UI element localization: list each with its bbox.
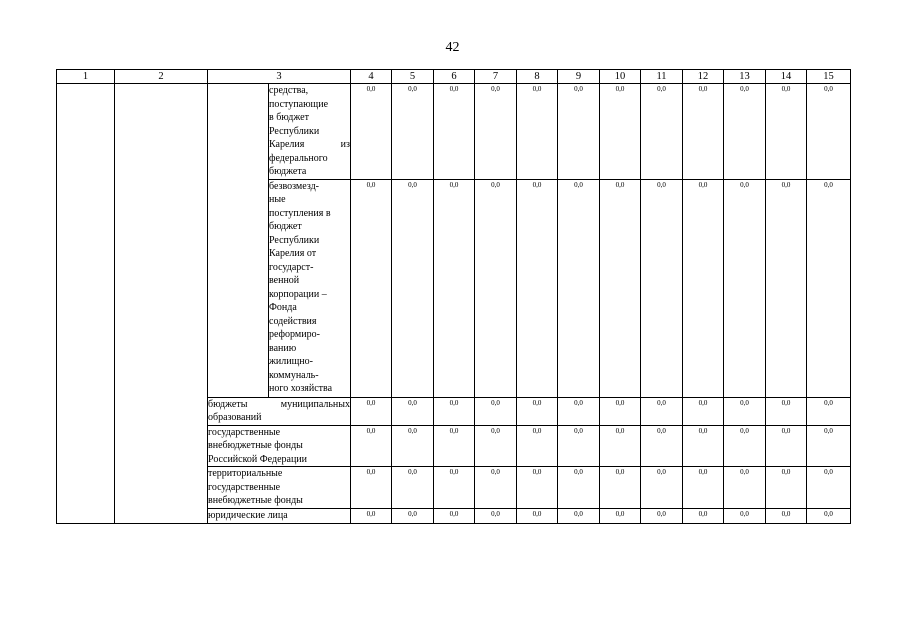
- value-cell: 0,0: [724, 397, 766, 425]
- label-line: бюджеты муниципальных: [208, 398, 350, 410]
- label-line: юридические лица: [208, 509, 288, 521]
- value-cell: 0,0: [600, 84, 641, 180]
- value-cell: 0,0: [351, 84, 392, 180]
- value-cell: 0,0: [434, 467, 475, 509]
- value-cell: 0,0: [724, 179, 766, 397]
- value-cell: 0,0: [392, 467, 434, 509]
- value-cell: 0,0: [683, 84, 724, 180]
- value-cell: 0,0: [683, 425, 724, 467]
- label-line: Карелия из: [269, 139, 350, 150]
- value-cell: 0,0: [351, 179, 392, 397]
- header-cell-col2: 2: [115, 70, 208, 84]
- value-cell: 0,0: [517, 397, 558, 425]
- row-label: [208, 425, 351, 467]
- value-cell: 0,0: [766, 467, 807, 509]
- row-label: [269, 84, 351, 180]
- value-cell: 0,0: [351, 508, 392, 523]
- row-label: [208, 508, 351, 523]
- label-line: поступления в: [269, 207, 331, 219]
- label-line: ванию: [269, 342, 297, 354]
- value-cell: 0,0: [558, 179, 600, 397]
- label-line: ные: [269, 194, 286, 205]
- row-label: [208, 467, 351, 509]
- label-line: Республики: [269, 234, 320, 246]
- value-cell: 0,0: [475, 467, 517, 509]
- value-cell: 0,0: [807, 467, 851, 509]
- value-cell: 0,0: [641, 84, 683, 180]
- value-cell: 0,0: [517, 84, 558, 180]
- table-row: [57, 84, 851, 180]
- value-cell: 0,0: [475, 397, 517, 425]
- header-cell-col4: 4: [351, 70, 392, 84]
- value-cell: 0,0: [683, 179, 724, 397]
- value-cell: 0,0: [766, 508, 807, 523]
- value-cell: 0,0: [766, 179, 807, 397]
- value-cell: 0,0: [475, 425, 517, 467]
- value-cell: 0,0: [434, 397, 475, 425]
- label-line: венной: [269, 275, 300, 286]
- value-cell: 0,0: [641, 179, 683, 397]
- label-line: ного хозяйства: [269, 383, 333, 394]
- header-row: [57, 70, 851, 84]
- value-cell: 0,0: [641, 508, 683, 523]
- label-line: содействия: [269, 315, 317, 327]
- label-line: в бюджет: [269, 112, 309, 123]
- value-cell: 0,0: [392, 397, 434, 425]
- value-cell: 0,0: [683, 397, 724, 425]
- row-label: [208, 397, 351, 425]
- label-line: жилищно-: [269, 356, 313, 367]
- value-cell: 0,0: [558, 425, 600, 467]
- value-cell: 0,0: [641, 397, 683, 425]
- header-cell-col6: 6: [434, 70, 475, 84]
- value-cell: 0,0: [351, 467, 392, 509]
- value-cell: 0,0: [517, 179, 558, 397]
- value-cell: 0,0: [392, 84, 434, 180]
- value-cell: 0,0: [766, 397, 807, 425]
- value-cell: 0,0: [558, 508, 600, 523]
- label-line: государственные: [208, 481, 281, 493]
- label-line: поступающие: [269, 98, 329, 110]
- value-cell: 0,0: [434, 84, 475, 180]
- label-line: Карелия от: [269, 248, 317, 259]
- value-cell: 0,0: [517, 467, 558, 509]
- header-cell-col15: 15: [807, 70, 851, 84]
- header-cell-col14: 14: [766, 70, 807, 84]
- value-cell: 0,0: [807, 508, 851, 523]
- value-cell: 0,0: [724, 467, 766, 509]
- label-line: корпорации –: [269, 288, 327, 300]
- label-line: внебюджетные фонды: [208, 440, 303, 451]
- label-line: бюджет: [269, 221, 302, 232]
- value-cell: 0,0: [641, 467, 683, 509]
- value-cell: 0,0: [641, 425, 683, 467]
- value-cell: 0,0: [434, 179, 475, 397]
- value-cell: 0,0: [351, 397, 392, 425]
- header-cell-col7: 7: [475, 70, 517, 84]
- value-cell: 0,0: [434, 425, 475, 467]
- value-cell: 0,0: [351, 425, 392, 467]
- value-cell: 0,0: [683, 467, 724, 509]
- label-line: внебюджетные фонды: [208, 495, 303, 506]
- label-line: федерального: [269, 152, 328, 164]
- value-cell: 0,0: [517, 508, 558, 523]
- label-line: образований: [208, 412, 262, 423]
- value-cell: 0,0: [517, 425, 558, 467]
- value-cell: 0,0: [600, 467, 641, 509]
- value-cell: 0,0: [392, 508, 434, 523]
- header-cell-col3: 3: [208, 70, 351, 84]
- header-cell-col1: 1: [57, 70, 115, 84]
- value-cell: 0,0: [807, 397, 851, 425]
- value-cell: 0,0: [600, 425, 641, 467]
- value-cell: 0,0: [807, 425, 851, 467]
- value-cell: 0,0: [475, 508, 517, 523]
- value-cell: 0,0: [724, 84, 766, 180]
- value-cell: 0,0: [724, 425, 766, 467]
- label-line: средства,: [269, 85, 309, 96]
- header-cell-col11: 11: [641, 70, 683, 84]
- label-line: Республики: [269, 125, 320, 137]
- value-cell: 0,0: [766, 84, 807, 180]
- value-cell: 0,0: [558, 397, 600, 425]
- value-cell: 0,0: [558, 84, 600, 180]
- value-cell: 0,0: [392, 179, 434, 397]
- value-cell: 0,0: [683, 508, 724, 523]
- header-cell-col13: 13: [724, 70, 766, 84]
- value-cell: 0,0: [724, 508, 766, 523]
- label-line: коммуналь-: [269, 369, 319, 381]
- cell-col3-blank: [208, 84, 269, 398]
- header-cell-col12: 12: [683, 70, 724, 84]
- label-line: территориальные: [208, 468, 283, 479]
- header-cell-col8: 8: [517, 70, 558, 84]
- value-cell: 0,0: [807, 84, 851, 180]
- label-line: государст-: [269, 261, 314, 273]
- label-line: реформиро-: [269, 329, 320, 340]
- label-line: Российской Федерации: [208, 453, 308, 465]
- cell-col1: [57, 84, 115, 524]
- cell-col2: [115, 84, 208, 524]
- value-cell: 0,0: [807, 179, 851, 397]
- label-line: бюджета: [269, 166, 307, 177]
- value-cell: 0,0: [600, 397, 641, 425]
- label-line: государственные: [208, 426, 281, 438]
- value-cell: 0,0: [475, 84, 517, 180]
- value-cell: 0,0: [600, 179, 641, 397]
- label-line: безвозмезд-: [269, 180, 320, 192]
- row-label: [269, 179, 351, 397]
- budget-table: [56, 69, 851, 524]
- value-cell: 0,0: [600, 508, 641, 523]
- value-cell: 0,0: [558, 467, 600, 509]
- header-cell-col5: 5: [392, 70, 434, 84]
- header-cell-col10: 10: [600, 70, 641, 84]
- label-line: Фонда: [269, 302, 297, 313]
- value-cell: 0,0: [392, 425, 434, 467]
- header-cell-col9: 9: [558, 70, 600, 84]
- value-cell: 0,0: [766, 425, 807, 467]
- value-cell: 0,0: [475, 179, 517, 397]
- value-cell: 0,0: [434, 508, 475, 523]
- page-number: 42: [445, 40, 460, 55]
